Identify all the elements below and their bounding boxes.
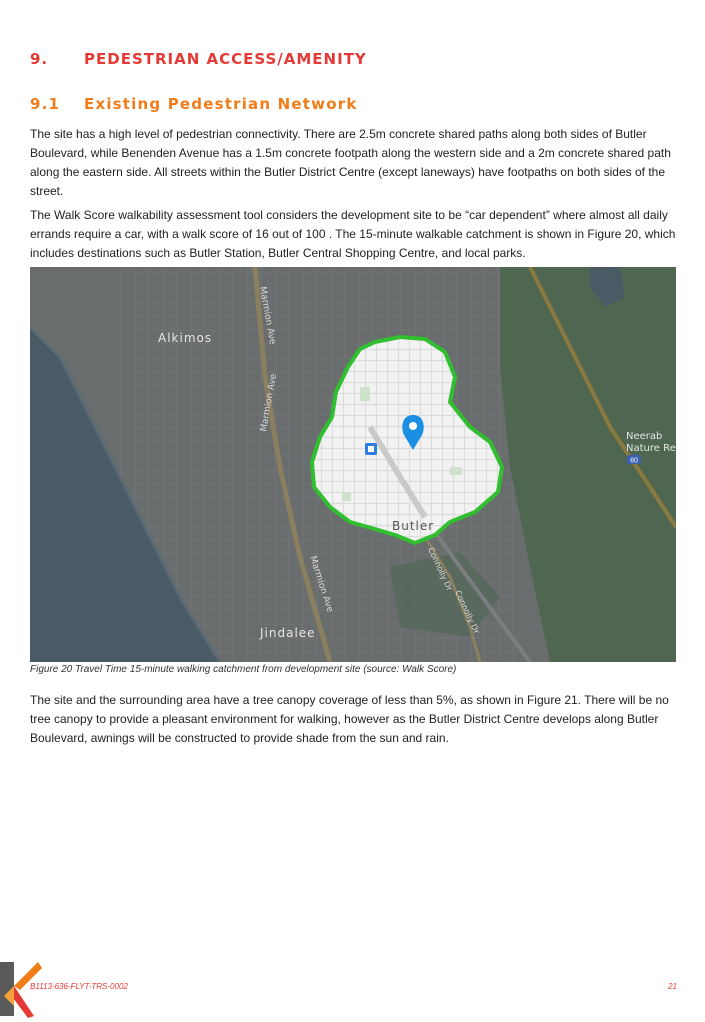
walking-catchment-map [30,267,676,662]
map-label-butler: Butler [392,519,435,533]
map-label-alkimos: Alkimos [158,331,213,345]
subsection-heading [30,95,358,113]
document-reference: B1113-636-FLYT-TRS-0002 [30,982,128,991]
map-label-marmion-2: Marmion Ave [259,373,280,433]
catchment-park-1 [360,387,370,401]
paragraph-pedestrian-connectivity: The site has a high level of pedestrian connectivity. There are 2.5m concrete shared paths along both sides of Butler Boulevard, while Benenden Avenue has a 1.5m concrete footpath along the western side and a 2m concrete shared path along the eastern side. All streets within the Butler District Centre (except laneways) have footpaths on both sides of the street. [30,127,671,198]
map-label-neerabup-1: Neerab [626,431,663,442]
map-label-jindalee: Jindalee [260,626,316,640]
figure-caption: Figure 20 Travel Time 15-minute walking catchment from development site (source: Walk Score) [30,664,457,675]
page-number: 21 [668,982,677,991]
catchment-park-3 [342,492,351,501]
map-label-connolly-2: Connolly Dr [453,589,482,636]
map-label-marmion-3: Marmion Ave [307,554,335,614]
route-shield-label: 60 [630,457,638,465]
section-title: PEDESTRIAN ACCESS/AMENITY [84,50,367,68]
section-number: 9. [30,50,49,68]
subsection-title: Existing Pedestrian Network [84,95,358,113]
paragraph-tree-canopy: The site and the surrounding area have a tree canopy coverage of less than 5%, as shown in Figure 21. There will be no tree canopy to provide a pleasant environment for walking, however as the Butler District Centre develops along Butler Boulevard, awnings will be constructed to provide shade from the sun and rain. [30,693,669,745]
section-heading [30,50,367,68]
catchment-park-2 [450,467,462,475]
map-label-connolly-1: Connolly Dr [426,546,455,593]
paragraph-walk-score: The Walk Score walkability assessment tool considers the development site to be “car dependent” where almost all daily errands require a car, with a walk score of 16 out of 100 . The 15-minute walkable catchment is shown in Figure 20, which includes destinations such as Butler Station, Butler Central Shopping Centre, and local parks. [30,208,676,260]
subsection-number: 9.1 [30,95,61,113]
map-label-neerabup-2: Nature Re [626,443,676,454]
map-label-marmion-1: Marmion Ave [257,285,278,346]
